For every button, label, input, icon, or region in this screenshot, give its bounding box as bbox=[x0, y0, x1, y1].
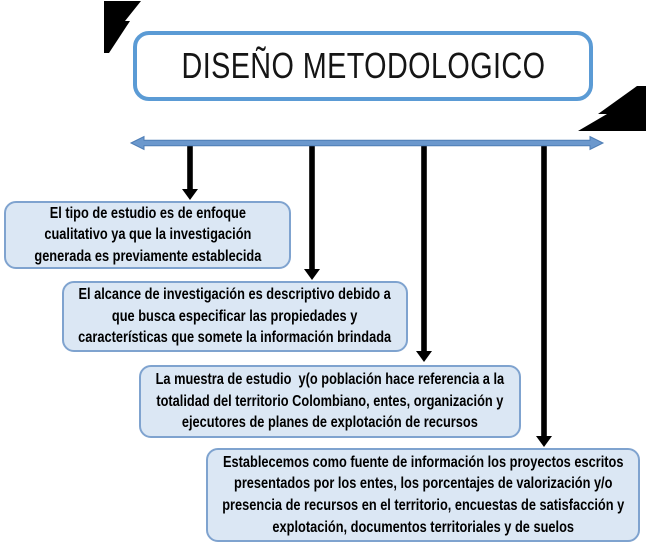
down-arrow-3 bbox=[416, 144, 432, 362]
study-sample-box bbox=[139, 365, 521, 438]
horizontal-double-arrow bbox=[131, 137, 603, 150]
page-title: DISEÑO METODOLOGICO bbox=[181, 45, 545, 86]
information-source-text: Establecemos como fuente de información los proyectos escritos presentados por los entes, los porcentajes de valorización y/o presencia de recursos en el territorio, encuestas de satisfacción y explotación, documentos territoriales y de suelos bbox=[222, 453, 624, 536]
study-type-box bbox=[4, 201, 291, 269]
research-scope-box bbox=[62, 281, 408, 352]
research-scope-text: El alcance de investigación es descriptivo debido a que busca especificar las propiedades y características que somete la información brindada bbox=[78, 286, 392, 347]
study-sample-text: La muestra de estudio y(o población hace referencia a la totalidad del territorio Colombiano, entes, organización y ejecutores de planes de explotación de recursos bbox=[155, 371, 505, 432]
down-arrow-2 bbox=[304, 144, 320, 280]
information-source-box bbox=[206, 448, 640, 542]
study-type-text: El tipo de estudio es de enfoque cualitativo ya que la investigación generada es previamente establecida bbox=[34, 204, 261, 265]
down-arrow-4 bbox=[536, 144, 552, 447]
down-arrow-1 bbox=[182, 144, 198, 200]
title-box bbox=[133, 31, 593, 101]
